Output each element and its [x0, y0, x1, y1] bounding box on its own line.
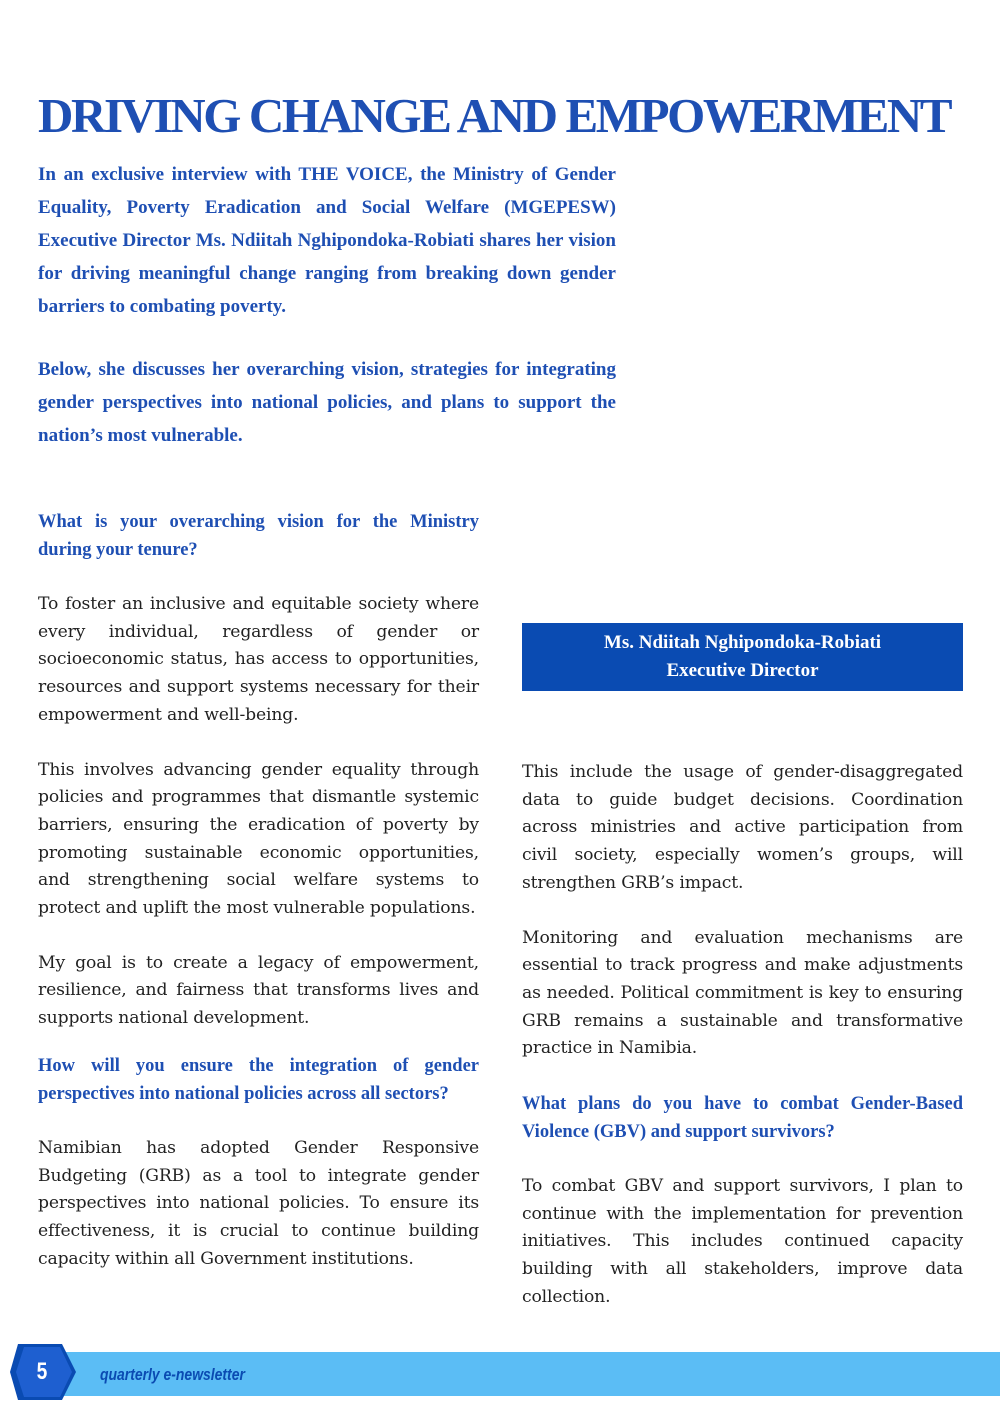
answer-paragraph: Namibian has adopted Gender Responsive Budgeting (GRB) as a tool to integrate gender perspectives into national policies. To ensure its effectiveness, it is crucial to continue building capacity within all Government institutions.: [38, 1137, 479, 1269]
left-column: [38, 508, 479, 1273]
intro-paragraph: Below, she discusses her overarching vision, strategies for integrating gender perspectives into national policies, and plans to support the nation’s most vulnerable.: [38, 359, 616, 446]
answer-paragraph: My goal is to create a legacy of empowerment, resilience, and fairness that transforms lives and supports national development.: [38, 952, 479, 1029]
caption-name: Ms. Ndiitah Nghipondoka-Robiati: [603, 632, 882, 653]
answer-paragraph: To foster an inclusive and equitable society where every individual, regardless of gender or socioeconomic status, has access to opportunities, resources and support systems necessary for their empowerment and well-being.: [38, 594, 479, 725]
caption-role: Executive Director: [666, 660, 819, 681]
answer-paragraph: This include the usage of gender-disaggregated data to guide budget decisions. Coordination across ministries and active participation from civil society, especially women’s groups, will strengthen GRB’s impact.: [522, 762, 963, 893]
photo-caption: [522, 623, 963, 691]
newsletter-label: quarterly e-newsletter: [100, 1365, 245, 1384]
question-heading: What is your overarching vision for the Ministry during your tenure?: [38, 512, 479, 560]
page-number: 5: [36, 1358, 48, 1385]
question-heading: What plans do you have to combat Gender-Based Violence (GBV) and support survivors?: [522, 1094, 963, 1143]
answer-paragraph: Monitoring and evaluation mechanisms are essential to track progress and make adjustments as needed. Political commitment is key to ensuring GRB remains a sustainable and transformative practice in Namibia.: [522, 927, 963, 1059]
question-heading: How will you ensure the integration of gender perspectives into national policies across all sectors?: [38, 1055, 479, 1104]
right-column: [522, 759, 963, 1312]
answer-paragraph: This involves advancing gender equality through policies and programmes that dismantle systemic barriers, ensuring the eradication of poverty by promoting sustainable economic opportunities, and strengthening social welfare systems to protect and uplift the most vulnerable populations.: [38, 759, 479, 919]
article-title: DRIVING CHANGE AND EMPOWERMENT: [38, 87, 951, 143]
answer-paragraph: To combat GBV and support survivors, I plan to continue with the implementation for prevention initiatives. This includes continued capacity building with all stakeholders, improve data collection.: [522, 1176, 963, 1307]
intro-paragraph: In an exclusive interview with THE VOICE, the Ministry of Gender Equality, Poverty Eradication and Social Welfare (MGEPESW) Executive Director Ms. Ndiitah Nghipondoka-Robiati shares her vision for driving meaningful change ranging from breaking down gender barriers to combating poverty.: [38, 164, 616, 317]
